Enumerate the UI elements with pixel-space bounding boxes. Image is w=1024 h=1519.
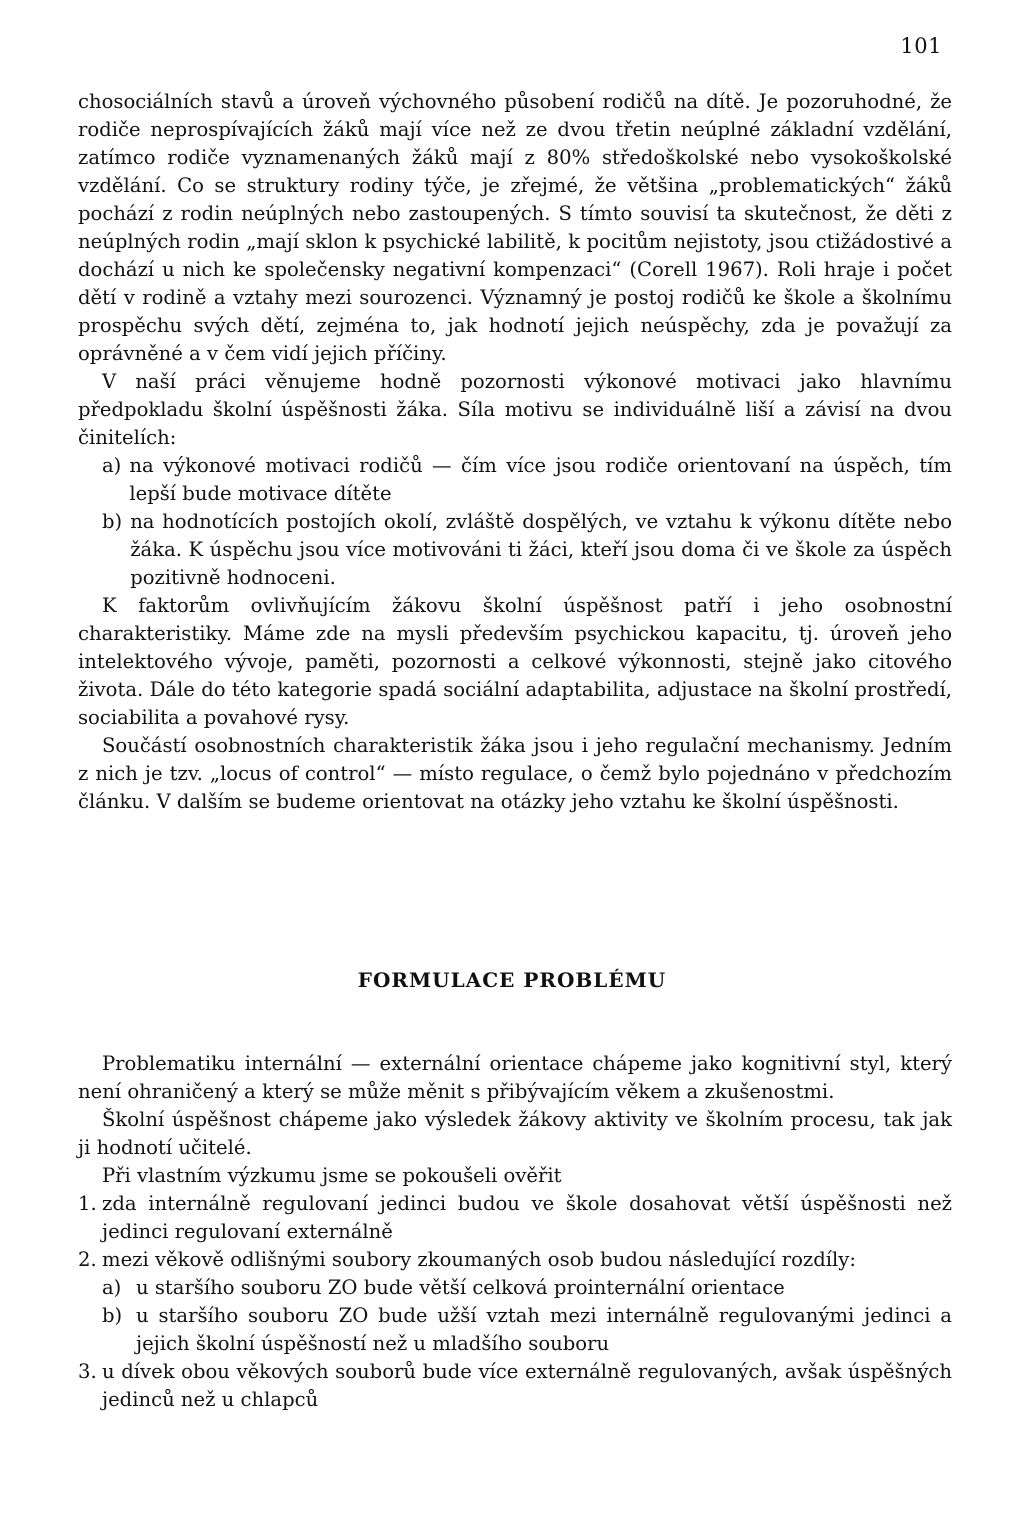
list-item-label: b) — [102, 510, 123, 533]
hypothesis-number: 3. — [78, 1360, 97, 1383]
sub-item — [78, 1274, 952, 1302]
list-item-text: na hodnotících postojích okolí, zvláště dospělých, ve vztahu k výkonu dítěte nebo žáka. K úspěchu jsou více motivováni ti žáci, kteří jsou doma či ve škole za úspěch pozitivně hodnoceni. — [130, 510, 952, 589]
sub-item-text: u staršího souboru ZO bude větší celková prointernální orientace — [136, 1276, 785, 1299]
paragraph: chosociálních stavů a úroveň výchovného působení rodičů na dítě. Je pozoruhodné, že rodiče neprospívajících žáků mají více než ze dvou třetin neúplné základní vzdělání, zatímco rodiče vyznamenaných žáků mají z 80% středoškolské nebo vysokoškolské vzdělání. Co se struktury rodiny týče, je zřejmé, že většina „problematických“ žáků pochází z rodin neúplných nebo zastoupených. S tímto souvisí ta skutečnost, že děti z neúplných rodin „mají sklon k psychické labilitě, k pocitům nejistoty, jsou ctižádostivé a dochází u nich ke společensky negativní kompenzaci“ (Corell 1967). Roli hraje i počet dětí v rodině a vztahy mezi sourozenci. Významný je postoj rodičů ke škole a školnímu prospěchu svých dětí, zejména to, jak hodnotí jejich neúspěchy, zda je považují za oprávněné a v čem vidí jejich příčiny. — [78, 90, 952, 365]
body-text-section-2 — [78, 1050, 952, 1414]
sub-item-text: u staršího souboru ZO bude užší vztah mezi internálně regulovanými jedinci a jejich školní úspěšností než u mladšího souboru — [136, 1304, 952, 1355]
paragraph: Školní úspěšnost chápeme jako výsledek žákovy aktivity ve školním procesu, tak jak ji hodnotí učitelé. — [78, 1108, 952, 1159]
paragraph: Při vlastním výzkumu jsme se pokoušeli ověřit — [102, 1164, 562, 1187]
sub-item — [78, 1302, 952, 1358]
section-heading: FORMULACE PROBLÉMU — [357, 968, 667, 992]
paragraph: Součástí osobnostních charakteristik žáka jsou i jeho regulační mechanismy. Jedním z nich je tzv. „locus of control“ — místo regulace, o čemž bylo pojednáno v předchozím článku. V dalším se budeme orientovat na otázky jeho vztahu ke školní úspěšnosti. — [78, 734, 952, 813]
paragraph: V naší práci věnujeme hodně pozornosti výkonové motivaci jako hlavnímu předpokladu školní úspěšnosti žáka. Síla motivu se individuálně liší a závisí na dvou činitelích: — [78, 370, 952, 449]
page-number: 101 — [900, 34, 942, 58]
list-item — [78, 508, 952, 592]
hypothesis-number: 1. — [78, 1192, 97, 1215]
hypothesis-item — [78, 1246, 952, 1274]
hypothesis-item — [78, 1358, 952, 1414]
sub-item-label: b) — [102, 1304, 123, 1327]
hypothesis-text: zda internálně regulovaní jedinci budou ve škole dosahovat větší úspěšnosti než jedinci regulovaní externálně — [102, 1192, 952, 1243]
list-item — [78, 452, 952, 508]
sub-item-label: a) — [102, 1276, 122, 1299]
paragraph: K faktorům ovlivňujícím žákovu školní úspěšnost patří i jeho osobnostní charakteristiky. Máme zde na mysli především psychickou kapacitu, tj. úroveň jeho intelektového vývoje, paměti, pozornosti a celkové výkonnosti, stejně jako citového života. Dále do této kategorie spadá sociální adaptabilita, adjustace na školní prostředí, sociabilita a povahové rysy. — [78, 594, 952, 729]
list-item-text: na výkonové motivaci rodičů — čím více jsou rodiče orientovaní na úspěch, tím lepší bude motivace dítěte — [129, 454, 952, 505]
body-text-section-1 — [78, 88, 952, 816]
hypothesis-item — [78, 1190, 952, 1246]
hypothesis-text: mezi věkově odlišnými soubory zkoumaných osob budou následující rozdíly: — [102, 1248, 856, 1271]
paragraph: Problematiku internální — externální orientace chápeme jako kognitivní styl, který není ohraničený a který se může měnit s přibývajícím věkem a zkušenostmi. — [78, 1052, 952, 1103]
hypothesis-text: u dívek obou věkových souborů bude více externálně regulovaných, avšak úspěšných jedinců než u chlapců — [102, 1360, 952, 1411]
hypothesis-number: 2. — [78, 1248, 97, 1271]
list-item-label: a) — [102, 454, 122, 477]
